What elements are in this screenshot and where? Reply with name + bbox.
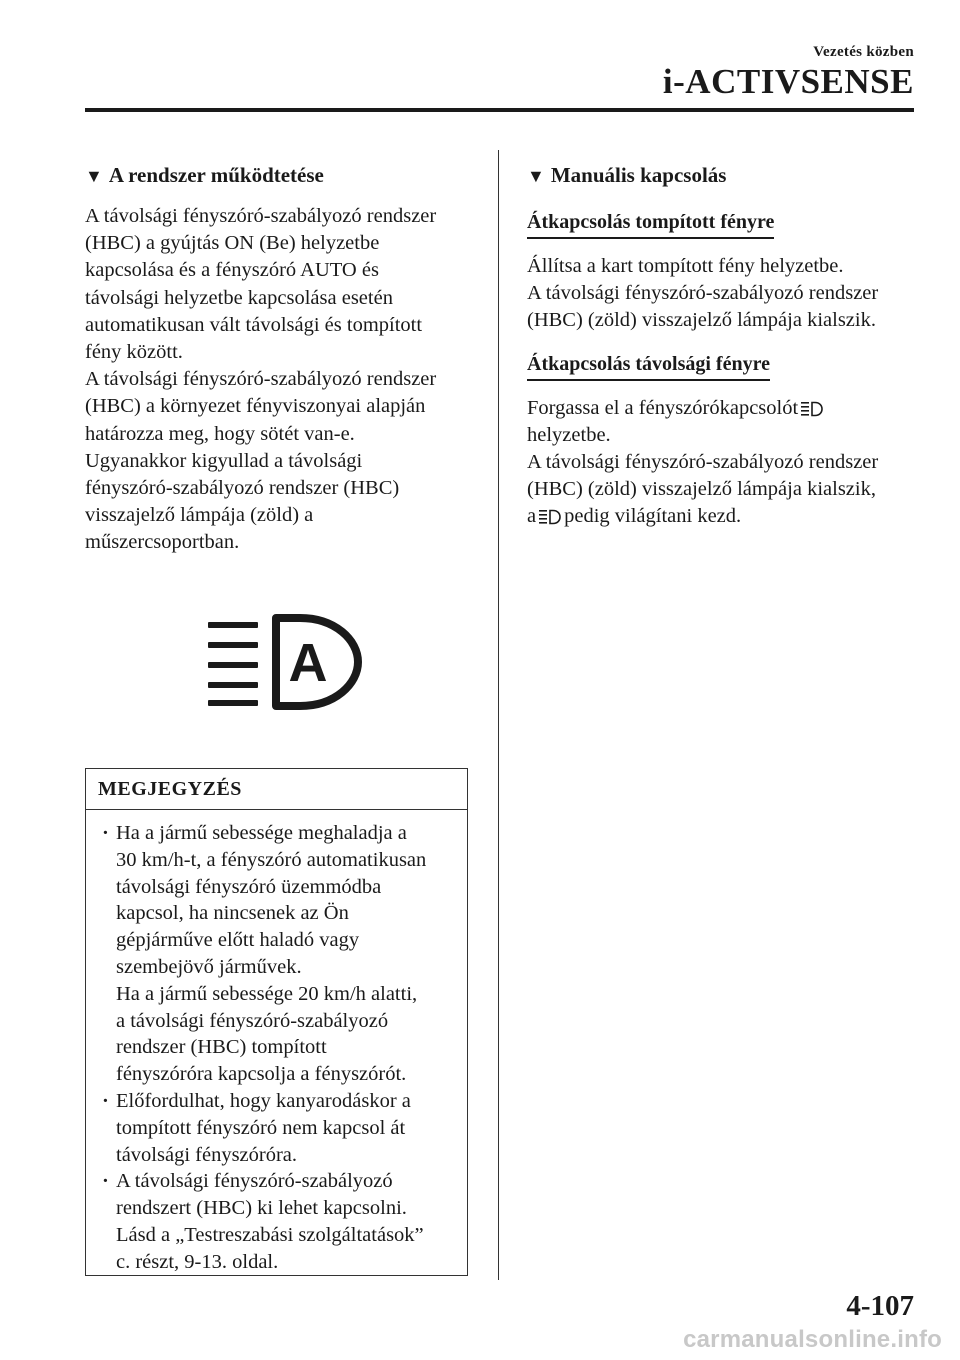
low-beam-paragraph: Állítsa a kart tompított fény helyzetbe. A távolsági fényszóró-szabályozó rendszer (HBC) (zöld) visszajelző lámpája kialszik.: [527, 255, 879, 332]
section-heading-operation: ▼ A rendszer működtetése: [85, 160, 485, 191]
left-column: [85, 160, 485, 557]
bullet-icon: ·: [102, 1170, 109, 1193]
subheading-low-beam: Átkapcsolás tompított fényre: [527, 209, 774, 239]
triangle-marker-icon: ▼: [527, 166, 545, 186]
list-item: · Ha a jármű sebessége meghaladja a 30 km/h-t, a fényszóró automatikusan távolsági fényszóró üzemmódba kapcsol, ha nincsenek az Ön gépjárműve előtt haladó vagy szembejövő járművek. Ha a jármű sebessége 20 km/h alatti, a távolsági fényszóró-szabályozó rendszer (HBC) tompított fényszóróra kapcsolja a fényszórót.: [102, 822, 427, 1086]
note-body: [86, 810, 467, 1276]
watermark: carmanualsonline.info: [683, 1326, 942, 1353]
subheading-high-beam: Átkapcsolás távolsági fényre: [527, 351, 770, 381]
header-rule: [85, 108, 914, 112]
running-header-title: i-ACTIVSENSE: [662, 62, 914, 101]
column-divider: [498, 150, 499, 1280]
auto-letter: A: [288, 633, 328, 693]
bullet-icon: ·: [102, 822, 109, 844]
bullet-icon: ·: [102, 1089, 109, 1112]
triangle-marker-icon: ▼: [85, 166, 103, 186]
section-heading-manual: ▼ Manuális kapcsolás: [527, 160, 922, 191]
list-item: · A távolsági fényszóró-szabályozó rendszert (HBC) ki lehet kapcsolni. Lásd a „Testreszabási szolgáltatások” c. részt, 9-13. oldal.: [102, 1170, 424, 1273]
running-header-section: Vezetés közben: [813, 44, 914, 60]
auto-high-beam-icon: [200, 612, 365, 712]
list-item: · Előfordulhat, hogy kanyarodáskor a tompított fényszóró nem kapcsol át távolsági fényszóróra.: [102, 1089, 411, 1166]
right-column: [527, 160, 922, 531]
operation-paragraph: A távolsági fényszóró-szabályozó rendszer (HBC) a gyújtás ON (Be) helyzetbe kapcsolása és a fényszóró AUTO és távolsági helyzetbe kapcsolása esetén automatikusan vált távolsági és tompított fény között. A távolsági fényszóró-szabályozó rendszer (HBC) a környezet fényviszonyai alapján határozza meg, hogy sötét van-e. Ugyanakkor kigyullad a távolsági fényszóró-szabályozó rendszer (HBC) visszajelző lámpája (zöld) a műszercsoportban.: [85, 205, 437, 554]
high-beam-icon: [801, 401, 823, 417]
note-box: [85, 768, 468, 1276]
note-title: MEGJEGYZÉS: [86, 769, 467, 810]
high-beam-icon: [539, 509, 561, 525]
high-beam-paragraph: Forgassa el a fényszórókapcsolót helyzetbe. A távolsági fényszóró-szabályozó rendszer (HBC) (zöld) visszajelző lámpája kialszik, a pedig világítani kezd.: [527, 396, 879, 528]
page-number: 4-107: [846, 1290, 914, 1322]
